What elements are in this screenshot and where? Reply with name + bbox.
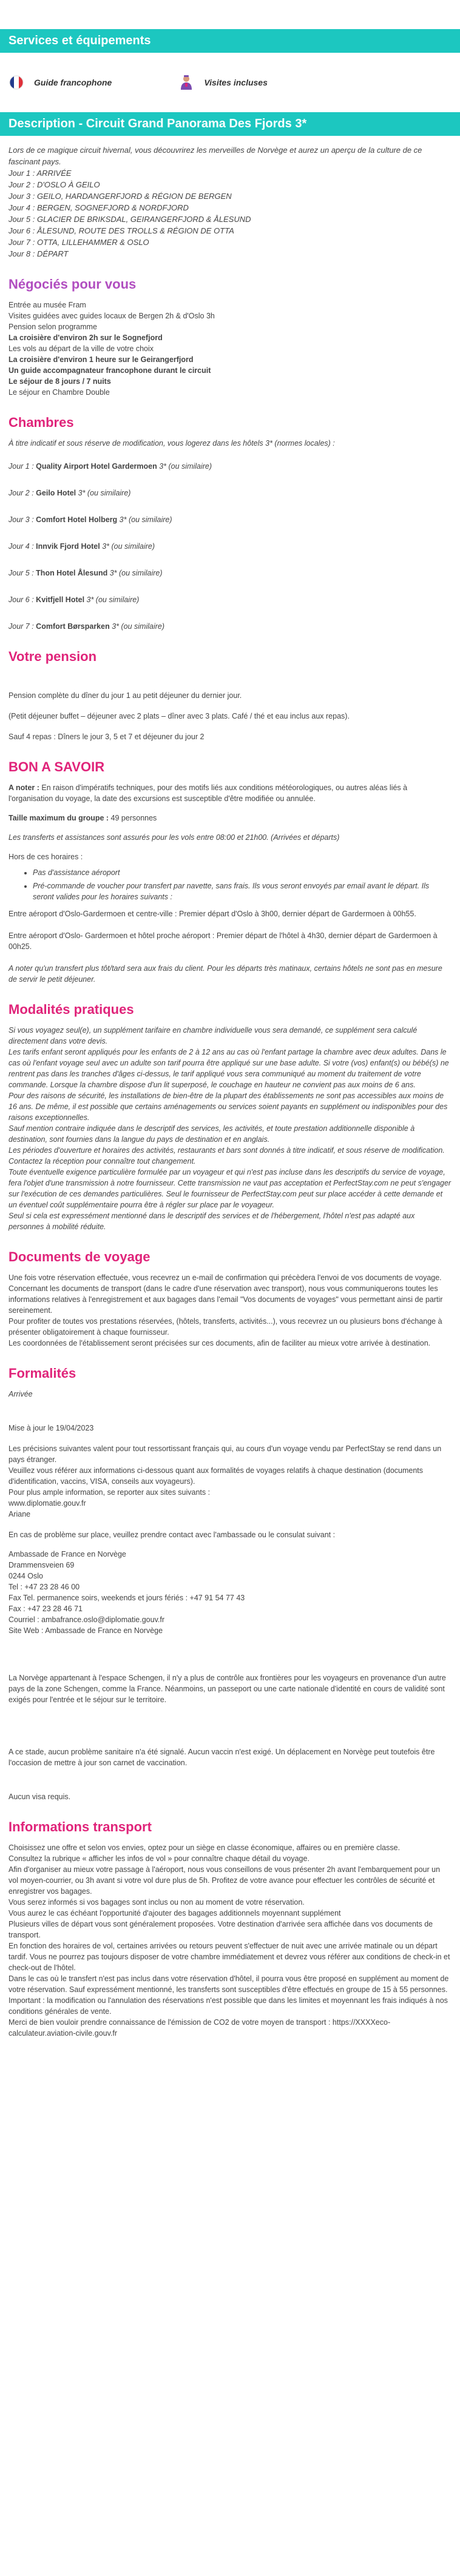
modalites-para: Seul si cela est expressément mentionné dans le descriptif des services et de l'hébergement, l'hôtel n'est pas adapté aux personnes à mobilité réduite. bbox=[8, 1212, 415, 1231]
room-line: Jour 6 : Kvitfjell Hotel 3* (ou similaire) bbox=[8, 595, 140, 604]
modalites-title: Modalités pratiques bbox=[8, 1002, 134, 1017]
services-banner: Services et équipements bbox=[0, 29, 460, 53]
service-item-guide bbox=[8, 75, 112, 90]
room-line: Jour 1 : Quality Airport Hotel Gardermoen 3* (ou similaire) bbox=[8, 462, 212, 471]
service-label: Visites incluses bbox=[204, 78, 268, 87]
ambassade-line: Fax Tel. permanence soirs, weekends et jours fériés : +47 91 54 77 43 bbox=[8, 1594, 245, 1602]
savoir-taxi: A noter qu'un transfert plus tôt/tard sera aux frais du client. Pour les départs très matinaux, certains hôtels ne sont pas en mesure de servir le petit déjeuner. bbox=[8, 964, 442, 984]
transport-para: Vous aurez le cas échéant l'opportunité d'ajouter des bagages additionnels moyennant supplément bbox=[8, 1909, 341, 1917]
transport-para: Dans le cas où le transfert n'est pas inclus dans votre réservation d'hôtel, il pourra vous être proposé en supplément au moment de votre réservation. Sauf expressément mentionné, les transferts sont susceptibles d'être effectués en groupe de 15 à 55 personnes. bbox=[8, 1974, 449, 1994]
guide-person-icon bbox=[178, 75, 194, 90]
formalites-para: Veuillez vous référer aux informations ci-dessous quant aux formalités de voyages relatifs à chaque destination (documents d'identification, vaccins, VISA, conseils aux voyageurs). bbox=[8, 1466, 424, 1486]
room-line: Jour 4 : Innvik Fjord Hotel 3* (ou similaire) bbox=[8, 542, 155, 551]
room-line: Jour 2 : Geilo Hotel 3* (ou similaire) bbox=[8, 489, 131, 497]
itinerary-day: Jour 8 : DÉPART bbox=[8, 249, 69, 258]
savoir-transferts: Les transferts et assistances sont assurés pour les vols entre 08:00 et 21h00. (Arrivées et départs) bbox=[8, 833, 340, 842]
ambassade-block bbox=[8, 1549, 452, 1636]
formalites-title: Formalités bbox=[8, 1366, 76, 1381]
transport-title: Informations transport bbox=[8, 1819, 152, 1834]
list-item: • Pré-commande de voucher pour transfert par navette, sans frais. Ils vous seront envoyés par email avant le départ. Ils seront valides pour les horaires suivants : bbox=[33, 880, 452, 902]
modalites-para: Les tarifs enfant seront appliqués pour les enfants de 2 à 12 ans au cas où l'enfant partage la chambre avec deux adultes. Dans le cas où l'enfant voyage seul avec un adulte son tarif pourra être appliqué sur une base adulte. Si votre (vos) enfant(s) ou bébé(s) ne rentrent pas dans les tranches d'âges ci-dessus, le tarif appliqué vous sera communiqué au moment du traitement de votre commande. Lorsque la chambre dispose d'un lit superposé, le couchage en hauteur ne convient pas aux moins de 6 ans. bbox=[8, 1048, 449, 1089]
itinerary-day: Jour 4 : BERGEN, SOGNEFJORD & NORDFJORD bbox=[8, 203, 189, 212]
negocies-item: Le séjour de 8 jours / 7 nuits bbox=[8, 377, 111, 386]
description-intro: Lors de ce magique circuit hivernal, vous découvrirez les merveilles de Norvège et aurez un aperçu de la culture de ce fascinant pays. bbox=[8, 146, 422, 166]
transport-para: Vous serez informés si vos bagages sont inclus ou non au moment de votre réservation. bbox=[8, 1898, 305, 1907]
diplomatie-link[interactable]: www.diplomatie.gouv.fr bbox=[8, 1499, 86, 1508]
transport-para: En fonction des horaires de vol, certaines arrivées ou retours peuvent s'effectuer de nuit avec une arrivée matinale ou un départ tardif. Vous ne pourrez pas toujours disposer de votre chambre immédiatement et devrez vous référer aux conditions de check-in et check-out de l'hôtel. bbox=[8, 1942, 450, 1972]
negocies-item: Pension selon programme bbox=[8, 323, 97, 331]
negocies-list bbox=[8, 300, 452, 398]
itinerary-day: Jour 5 : GLACIER DE BRIKSDAL, GEIRANGERFJORD & ÅLESUND bbox=[8, 215, 251, 224]
formalites-maj: Mise à jour le 19/04/2023 bbox=[8, 1424, 94, 1432]
formalites-probleme: En cas de problème sur place, veuillez prendre contact avec l'ambassade ou le consulat suivant : bbox=[8, 1531, 336, 1539]
transport-para: Plusieurs villes de départ vous sont généralement proposées. Votre destination d'arrivée sera affichée dans vos documents de transport. bbox=[8, 1920, 433, 1939]
documents-para: Concernant les documents de transport (dans le cadre d'une réservation avec transport), nous vous communiquerons toutes les informations relatives à l'enregistrement et aux bagages dans l'email "Vos documents de voyages" vous permettant ainsi de partir sereinement. bbox=[8, 1284, 443, 1315]
ambassade-line[interactable]: Courriel : ambafrance.oslo@diplomatie.gouv.fr bbox=[8, 1615, 165, 1624]
list-item: • Pas d'assistance aéroport bbox=[33, 867, 452, 878]
formalites-para: Pour plus ample information, se reporter aux sites suivants : bbox=[8, 1488, 211, 1497]
formalites-para: Les précisions suivantes valent pour tout ressortissant français qui, au cours d'un voyage vendu par PerfectStay se rend dans un pays étranger. bbox=[8, 1444, 442, 1464]
transport-para: Choisissez une offre et selon vos envies, optez pour un siège en classe économique, affaires ou en première classe. bbox=[8, 1843, 401, 1852]
ambassade-line: Tel : +47 23 28 46 00 bbox=[8, 1583, 80, 1591]
ambassade-line: Drammensveien 69 bbox=[8, 1561, 75, 1569]
negocies-item: Entrée au musée Fram bbox=[8, 301, 86, 309]
formalites-arrivee: Arrivée bbox=[8, 1390, 33, 1398]
savoir-note: A noter : En raison d'impératifs techniques, pour des motifs liés aux conditions météorologiques, ou autres aléas liés à l'organisation du voyage, la date des excursions est susceptible d'être modifiée ou annulée. bbox=[8, 783, 408, 803]
ariane-link[interactable]: Ariane bbox=[8, 1510, 31, 1518]
services-list bbox=[0, 53, 460, 112]
itinerary-day: Jour 1 : ARRIVÉE bbox=[8, 169, 72, 178]
pension-title: Votre pension bbox=[8, 649, 97, 664]
negocies-item: La croisière d'environ 2h sur le Sognefjord bbox=[8, 334, 163, 342]
description-block bbox=[8, 144, 452, 260]
documents-para: Les coordonnées de l'établissement seront précisées sur ces documents, afin de faciliter au mieux votre arrivée à destination. bbox=[8, 1339, 431, 1347]
transport-para: Consultez la rubrique « afficher les infos de vol » pour connaître chaque détail du voyage. bbox=[8, 1854, 309, 1863]
french-flag-icon bbox=[8, 75, 24, 90]
savoir-bullets bbox=[8, 867, 452, 902]
room-line: Jour 3 : Comfort Hotel Holberg 3* (ou similaire) bbox=[8, 515, 172, 524]
documents-title: Documents de voyage bbox=[8, 1249, 151, 1264]
savoir-depart: Entre aéroport d'Oslo- Gardermoen et hôtel proche aéroport : Premier départ de l'hôtel à 4h30, dernier départ de Gardermoen à 00h25. bbox=[8, 931, 438, 951]
documents-para: Pour profiter de toutes vos prestations réservées, (hôtels, transferts, activités...), vous recevrez un ou plusieurs bons d'échange à présenter obligatoirement à chaque fournisseur. bbox=[8, 1317, 442, 1337]
negocies-item: La croisière d'environ 1 heure sur le Geirangerfjord bbox=[8, 355, 194, 364]
savoir-arrivee: Entre aéroport d'Oslo-Gardermoen et centre-ville : Premier départ d'Oslo à 3h00, dernier départ de Gardermoen à 00h55. bbox=[8, 910, 416, 918]
modalites-para: Si vous voyagez seul(e), un supplément tarifaire en chambre individuelle vous sera demandé, ce supplément sera calculé directement dans votre devis. bbox=[8, 1026, 418, 1045]
itinerary-day: Jour 2 : D'OSLO À GEILO bbox=[8, 180, 100, 189]
service-label: Guide francophone bbox=[34, 78, 112, 87]
itinerary-day: Jour 7 : OTTA, LILLEHAMMER & OSLO bbox=[8, 238, 149, 247]
modalites-para: Les périodes d'ouverture et horaires des activités, restaurants et bars sont donnés à titre indicatif, et sous réserve de modification. Contactez la réception pour connaître tout changement. bbox=[8, 1146, 445, 1166]
description-banner: Description - Circuit Grand Panorama Des Fjords 3* bbox=[0, 112, 460, 136]
itinerary-day: Jour 3 : GEILO, HARDANGERFJORD & RÉGION DE BERGEN bbox=[8, 192, 232, 201]
negocies-item: Un guide accompagnateur francophone durant le circuit bbox=[8, 366, 211, 375]
chambres-intro: À titre indicatif et sous réserve de modification, vous logerez dans les hôtels 3* (normes locales) : bbox=[8, 439, 335, 448]
negocies-item: Le séjour en Chambre Double bbox=[8, 388, 110, 397]
pension-line: Sauf 4 repas : Dîners le jour 3, 5 et 7 et déjeuner du jour 2 bbox=[8, 733, 205, 741]
ambassade-line: 0244 Oslo bbox=[8, 1572, 43, 1580]
transport-para: Afin d'organiser au mieux votre passage à l'aéroport, nous vous conseillons de vous présenter 2h avant l'embarquement pour un vol moyen-courrier, ou 3h avant si votre vol dure plus de 5h. Profitez de votre avance pour effectuer les contrôles de sécurité et enregistrer vos bagages. bbox=[8, 1865, 441, 1896]
room-line: Jour 5 : Thon Hotel Ålesund 3* (ou similaire) bbox=[8, 569, 163, 577]
formalites-sanitaire: A ce stade, aucun problème sanitaire n'a été signalé. Aucun vaccin n'est exigé. Un déplacement en Norvège peut toutefois être l'occasion de mettre à jour son carnet de vaccination. bbox=[8, 1748, 435, 1767]
transport-para: Important : la modification ou l'annulation des réservations n'est possible que dans les limites et moyennant les frais indiqués à nos conditions générales de vente. bbox=[8, 1996, 448, 2016]
ambassade-line: Ambassade de France en Norvège bbox=[8, 1550, 126, 1558]
bon-a-savoir-title: BON A SAVOIR bbox=[8, 759, 105, 774]
co2-link[interactable]: Merci de bien vouloir prendre connaissance de l'émission de CO2 de votre moyen de transport : https://XXXXeco-calculateur.aviation-civile.gouv.fr bbox=[8, 2018, 391, 2038]
ambassade-line: Fax : +47 23 28 46 71 bbox=[8, 1605, 83, 1613]
chambres-title: Chambres bbox=[8, 415, 74, 430]
room-line: Jour 7 : Comfort Børsparken 3* (ou similaire) bbox=[8, 622, 165, 631]
negocies-item: Visites guidées avec guides locaux de Bergen 2h & d'Oslo 3h bbox=[8, 312, 215, 320]
negocies-item: Les vols au départ de la ville de votre choix bbox=[8, 344, 154, 353]
formalites-visa: Aucun visa requis. bbox=[8, 1793, 71, 1801]
modalites-para: Toute éventuelle exigence particulière formulée par un voyageur et qui n'est pas incluse dans les descriptifs du service de voyage, fera l'objet d'une transmission à notre fournisseur. Cette transmission ne vaut pas acceptation et PerfectStay.com ne peut s'engager sur l'exécution de ces demandes particulières. Seul le fournisseur de PerfectStay.com peut sur place accéder à cette demande et un éventuel coût supplémentaire pourra être à régler sur place par le voyageur. bbox=[8, 1168, 452, 1209]
service-item-visites bbox=[178, 75, 268, 90]
documents-para: Une fois votre réservation effectuée, vous recevrez un e-mail de confirmation qui précèdera l'envoi de vos documents de voyage. bbox=[8, 1273, 442, 1282]
ambassade-line[interactable]: Site Web : Ambassade de France en Norvège bbox=[8, 1626, 163, 1635]
negocies-title: Négociés pour vous bbox=[8, 277, 137, 292]
formalites-schengen: La Norvège appartenant à l'espace Schengen, il n'y a plus de contrôle aux frontières pour les voyageurs en provenance d'un autre pays de la zone Schengen, comme la France. Néanmoins, un passeport ou une carte nationale d'identité en cours de validité sont exigés pour l'entrée et le séjour sur le territoire. bbox=[8, 1674, 446, 1704]
modalites-para: Pour des raisons de sécurité, les installations de bien-être de la plupart des établissements ne sont pas accessibles aux moins de 16 ans. De même, il est possible que certains aménagements ou services soient payants en supplément ou indisponibles pour des raisons exceptionnelles. bbox=[8, 1092, 448, 1122]
savoir-taille: Taille maximum du groupe : 49 personnes bbox=[8, 814, 157, 822]
pension-line: (Petit déjeuner buffet – déjeuner avec 2 plats – dîner avec 3 plats. Café / thé et eau inclus aux repas). bbox=[8, 712, 350, 720]
savoir-hors: Hors de ces horaires : bbox=[8, 853, 83, 861]
modalites-para: Sauf mention contraire indiquée dans le descriptif des services, les activités, et toute prestation additionnelle disponible à destination, sont fournies dans la langue du pays de destination et en anglais. bbox=[8, 1124, 415, 1144]
pension-line: Pension complète du dîner du jour 1 au petit déjeuner du dernier jour. bbox=[8, 691, 242, 700]
itinerary-day: Jour 6 : ÅLESUND, ROUTE DES TROLLS & RÉGION DE OTTA bbox=[8, 226, 234, 235]
